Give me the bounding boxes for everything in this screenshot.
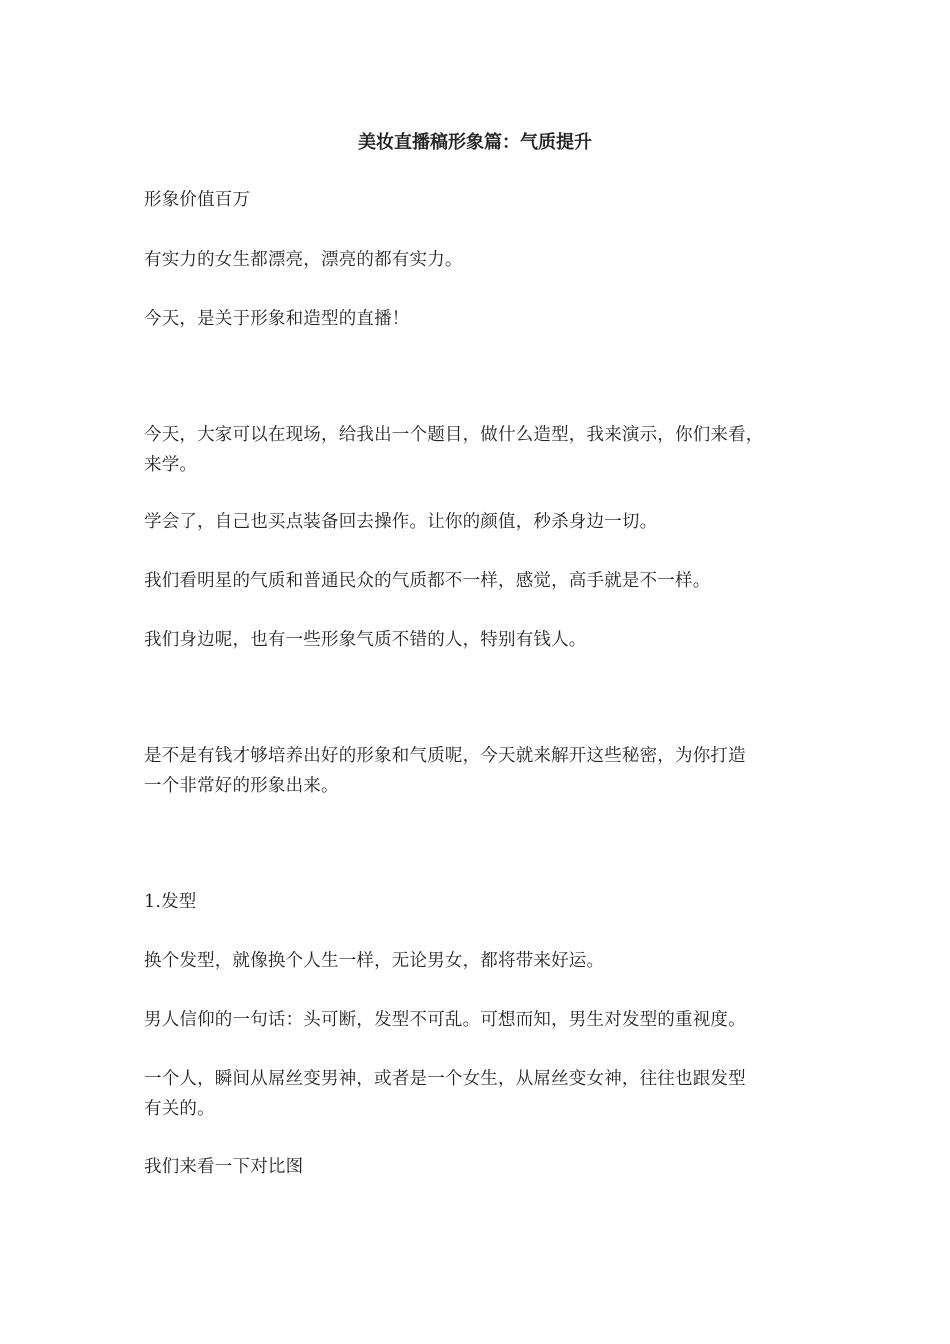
paragraph-star-temperament: 我们看明星的气质和普通民众的气质都不一样，感觉，高手就是不一样。	[144, 571, 711, 591]
paragraph-today-topic: 今天，是关于形象和造型的直播！	[144, 309, 410, 329]
document-title: 美妆直播稿形象篇：气质提升	[358, 132, 592, 153]
paragraph-comparison: 我们来看一下对比图	[144, 1157, 304, 1177]
section-heading-hairstyle: 1.发型	[144, 892, 197, 912]
paragraph-live-demo: 今天，大家可以在现场，给我出一个题目，做什么造型，我来演示，你们来看， 来学。	[144, 425, 764, 475]
paragraph-people-around: 我们身边呢，也有一些形象气质不错的人，特别有钱人。	[144, 630, 587, 650]
paragraph-transformation: 一个人，瞬间从屌丝变男神，或者是一个女生，从屌丝变女神，往往也跟发型 有关的。	[144, 1069, 746, 1119]
paragraph-strength-beauty: 有实力的女生都漂亮，漂亮的都有实力。	[144, 250, 463, 270]
paragraph-image-value: 形象价值百万	[144, 190, 251, 210]
paragraph-money-secret: 是不是有钱才够培养出好的形象和气质呢，今天就来解开这些秘密，为你打造 一个非常好的形象出来。	[144, 746, 746, 796]
paragraph-mens-motto: 男人信仰的一句话：头可断，发型不可乱。可想而知，男生对发型的重视度。	[144, 1010, 746, 1030]
paragraph-hairstyle-luck: 换个发型，就像换个人生一样，无论男女，都将带来好运。	[144, 951, 605, 971]
paragraph-learn-practice: 学会了，自己也买点装备回去操作。让你的颜值，秒杀身边一切。	[144, 512, 658, 532]
